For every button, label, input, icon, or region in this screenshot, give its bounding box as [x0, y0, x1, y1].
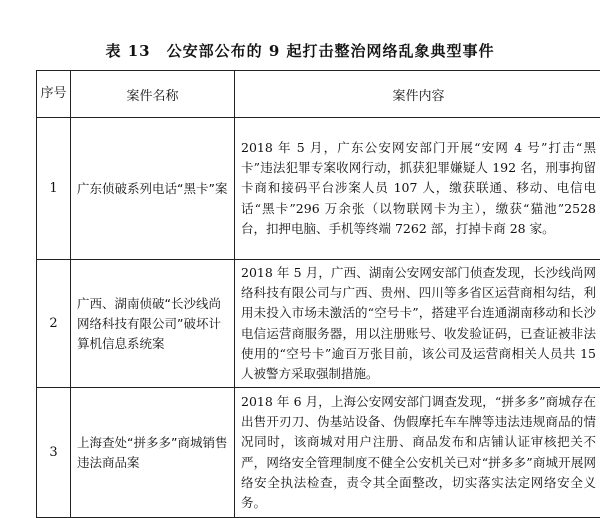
header-content: 案件内容	[235, 71, 600, 118]
case-name: 上海查处“拼多多”商城销售违法商品案	[71, 388, 235, 518]
table-row	[37, 388, 600, 518]
case-content: 2018 年 5 月，广西、湖南公安网安部门侦查发现，长沙线尚网络科技有限公司与广西、贵州、四川等多省区运营商相勾结，利用未投入市场未激活的“空号卡”，搭建平台连通湖南移动和长沙电信运营商服务器，用以注册账号、收发验证码，已查证被非法使用的“空号卡”逾百万张目前，该公司及运营商相关人员共 15 人被警方采取强制措施。	[235, 260, 600, 388]
table-header-row	[37, 71, 600, 118]
row-number: 2	[37, 260, 71, 388]
row-number: 3	[37, 388, 71, 518]
row-number: 1	[37, 118, 71, 260]
case-name: 广东侦破系列电话“黑卡”案	[71, 118, 235, 260]
table-title: 表 13 公安部公布的 9 起打击整治网络乱象典型事件	[0, 40, 600, 61]
case-content: 2018 年 5 月，广东公安网安部门开展“安网 4 号”打击“黑卡”违法犯罪专案收网行动，抓获犯罪嫌疑人 192 名，刑事拘留卡商和接码平台涉案人员 107 人，缴获联通、移动、电信电话“黑卡”296 万余张（以物联网卡为主），缴获“猫池”2528 台，扣押电脑、手机等终端 7262 部，打掉卡商 28 家。	[235, 118, 600, 260]
table-row	[37, 260, 600, 388]
case-content: 2018 年 6 月，上海公安网安部门调查发现，“拼多多”商城存在出售开刃刀、伪基站设备、伪假摩托车车牌等违法违规商品的情况同时，该商城对用户注册、商品发布和店铺认证审核把关不严，网络安全管理制度不健全公安机关已对“拼多多”商城开展网络安全执法检查，责令其全面整改，切实落实法定网络安全义务。	[235, 388, 600, 518]
header-no: 序号	[37, 71, 71, 118]
header-name: 案件名称	[71, 71, 235, 118]
table-row	[37, 118, 600, 260]
case-name: 广西、湖南侦破“长沙线尚网络科技有限公司”破坏计算机信息系统案	[71, 260, 235, 388]
case-table	[36, 70, 600, 518]
